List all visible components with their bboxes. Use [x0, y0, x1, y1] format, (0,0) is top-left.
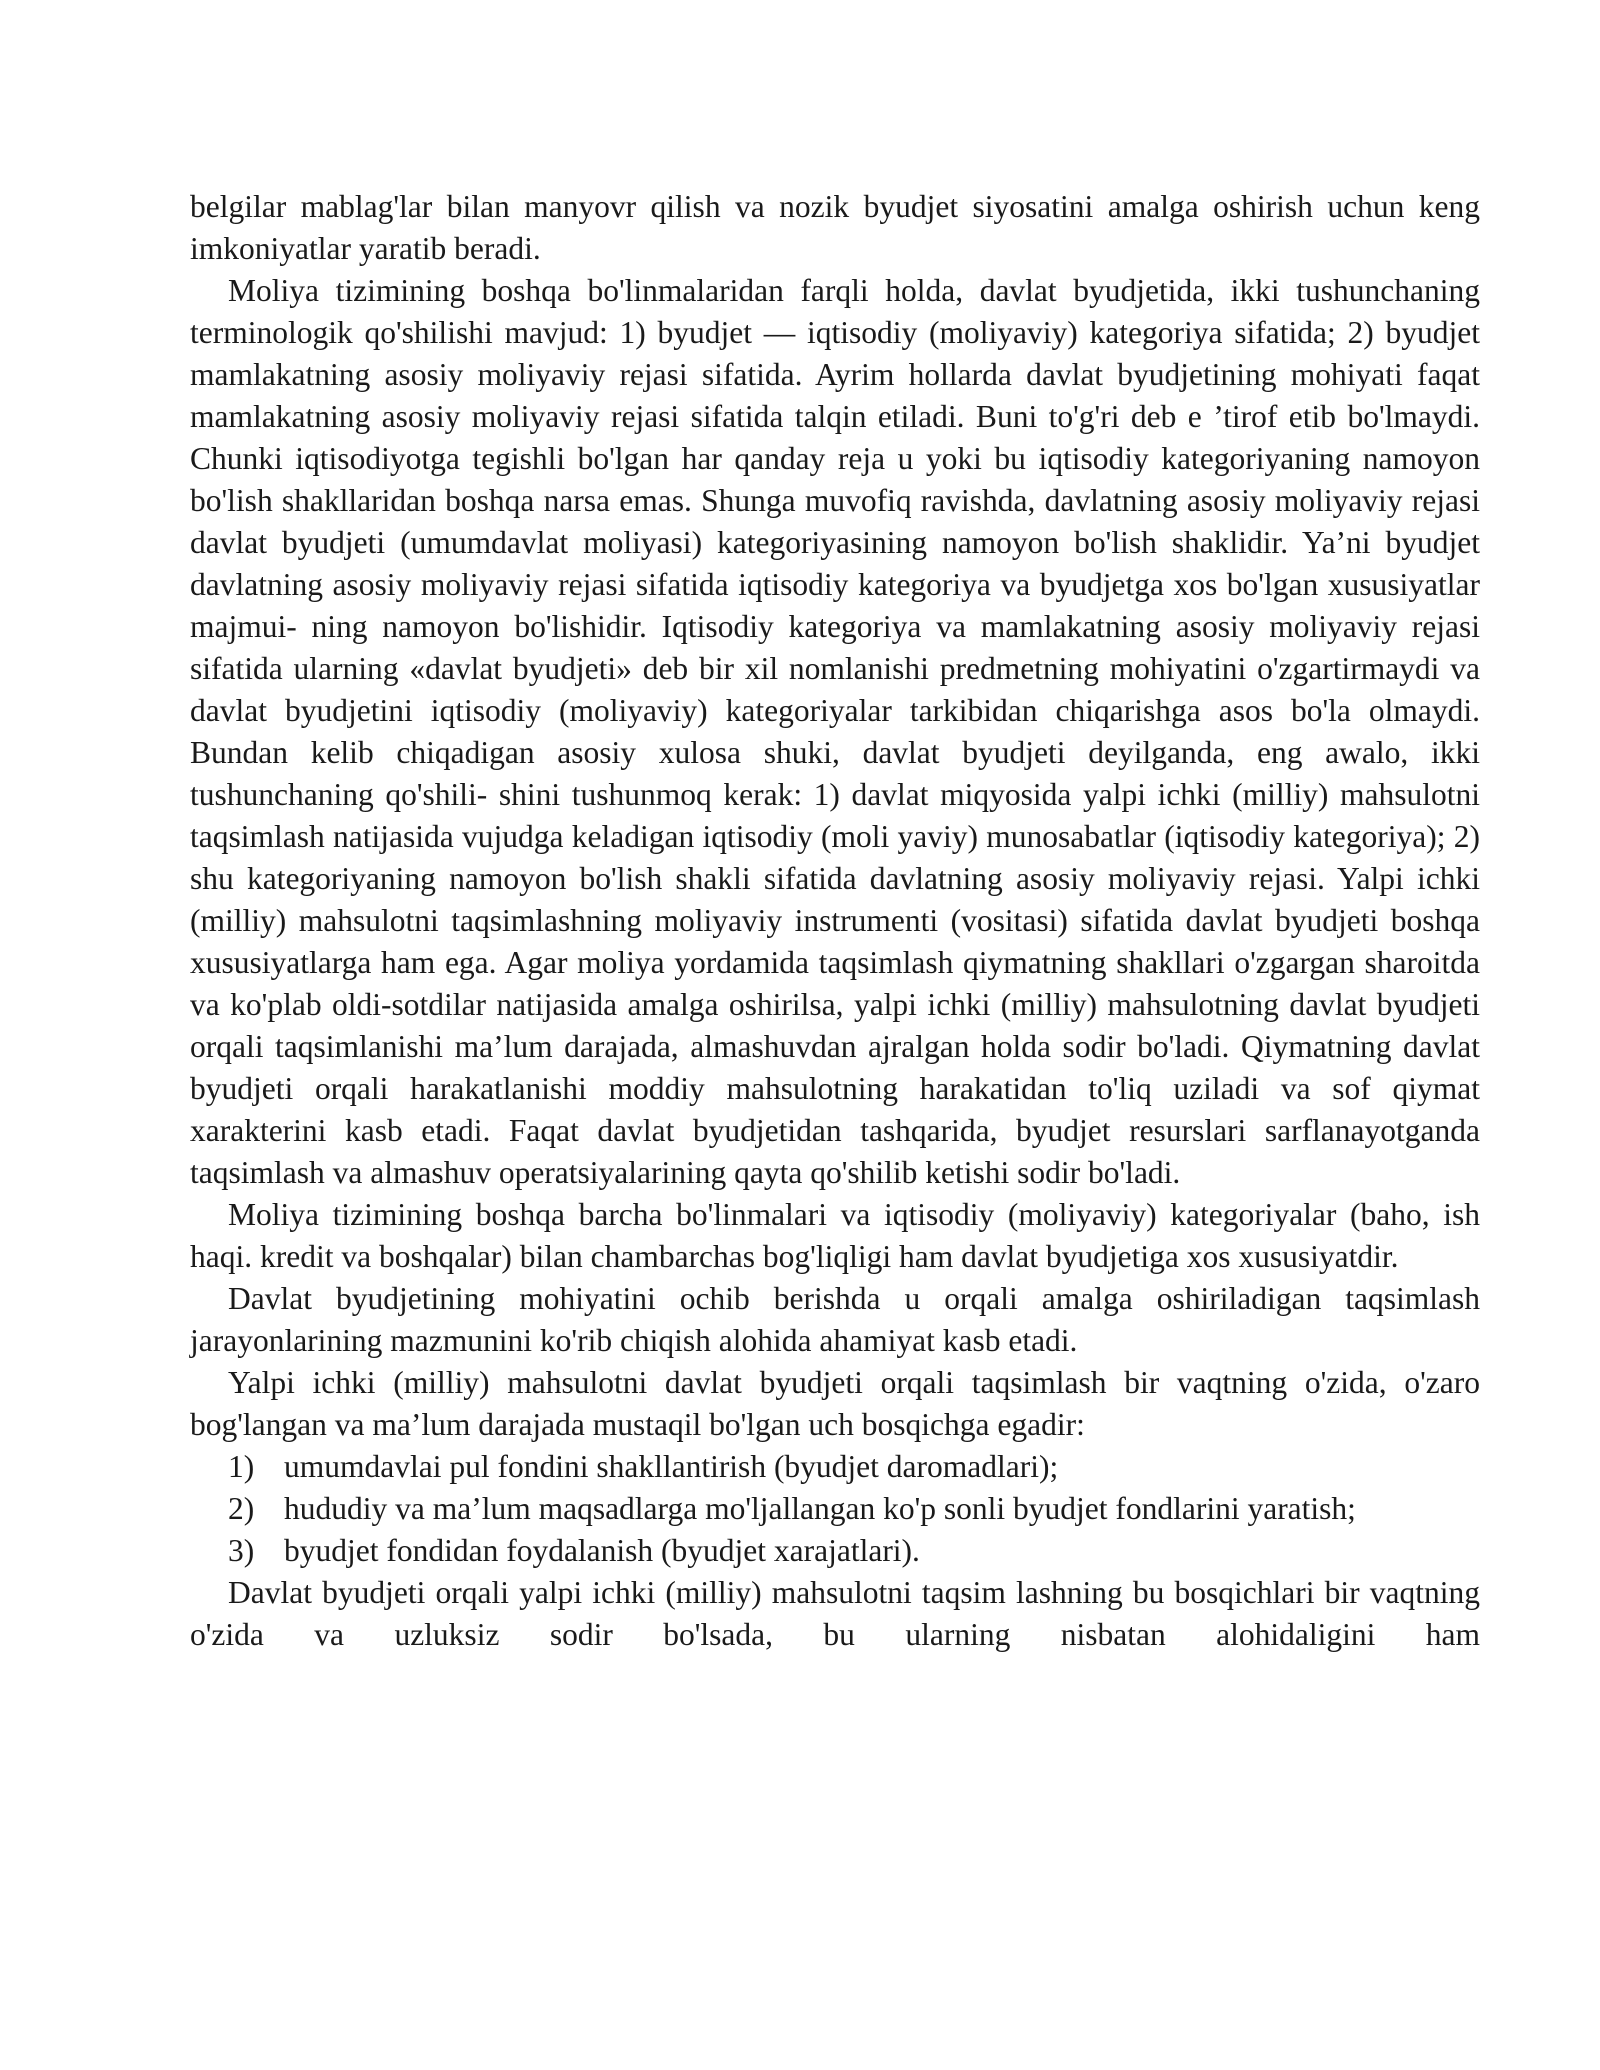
list-item-text: umumdavlai pul fondini shakllantirish (byudjet daromadlari); — [284, 1449, 1059, 1484]
paragraph: Yalpi ichki (milliy) mahsulotni davlat byudjeti orqali taqsimlash bir vaqtning o'zida, o'zaro bog'langan va ma’lum darajada mustaqil bo'lgan uch bosqichga egadir: — [190, 1365, 1480, 1442]
paragraph: Moliya tizimining boshqa barcha bo'linmalari va iqtisodiy (moliyaviy) kategoriyalar (baho, ish haqi. kredit va boshqalar) bilan chambarchas bog'liqligi ham davlat byudjetiga xos xususiyatdir. — [190, 1197, 1480, 1274]
paragraph: Davlat byudjetining mohiyatini ochib berishda u orqali amalga oshiriladigan taqsimlash jarayonlarining mazmunini ko'rib chiqish alohida ahamiyat kasb etadi. — [190, 1281, 1480, 1358]
list-item-text: byudjet fondidan foydalanish (byudjet xarajatlari). — [284, 1533, 920, 1568]
list-number: 3) — [228, 1533, 255, 1568]
document-page — [190, 186, 1480, 1656]
list-item — [190, 1530, 1480, 1572]
paragraph: Davlat byudjeti orqali yalpi ichki (milliy) mahsulotni taqsim lashning bu bosqichlari bir vaqtning o'zida va uzluksiz sodir bo'lsada, bu ularning nisbatan alohidaligini ham — [190, 1575, 1480, 1652]
list-number: 1) — [228, 1449, 255, 1484]
list-item-text: hududiy va ma’lum maqsadlarga mo'ljallangan ko'p sonli byudjet fondlarini yaratish; — [284, 1491, 1356, 1526]
list-item — [190, 1446, 1480, 1488]
list-item — [190, 1488, 1480, 1530]
list-number: 2) — [228, 1491, 255, 1526]
paragraph: belgilar mablag'lar bilan manyovr qilish va nozik byudjet siyosatini amalga oshirish uchun keng imkoniyatlar yaratib beradi. — [190, 189, 1480, 266]
paragraph: Moliya tizimining boshqa bo'linmalaridan farqli holda, davlat byudjetida, ikki tushunchaning terminologik qo'shilishi mavjud: 1) byudjet — iqtisodiy (moliyaviy) kategoriya sifatida; 2) byudjet mamlakatning asosiy moliyaviy rejasi sifatida. Ayrim hollarda davlat byudjetining mohiyati faqat mamlakatning asosiy moliyaviy rejasi sifatida talqin etiladi. Buni to'g'ri deb e ’tirof etib bo'lmaydi. Chunki iqtisodiyotga tegishli bo'lgan har qanday reja u yoki bu iqtisodiy kategoriyaning namoyon bo'lish shakllaridan boshqa narsa emas. Shunga muvofiq ravishda, davlatning asosiy moliyaviy rejasi davlat byudjeti (umumdavlat moliyasi) kategoriyasining namoyon bo'lish shaklidir. Ya’ni byudjet davlatning asosiy moliyaviy rejasi sifatida iqtisodiy kategoriya va byudjetga xos bo'lgan xususiyatlar majmui- ning namoyon bo'lishidir. Iqtisodiy kategoriya va mamlakatning asosiy moliyaviy rejasi sifatida ularning «davlat byudjeti» deb bir xil nomlanishi predmetning mohiyatini o'zgartirmaydi va davlat byudjetini iqtisodiy (moliyaviy) kategoriyalar tarkibidan chiqarishga asos bo'la olmaydi. Bundan kelib chiqadigan asosiy xulosa shuki, davlat byudjeti deyilganda, eng awalo, ikki tushunchaning qo'shili- shini tushunmoq kerak: 1) davlat miqyosida yalpi ichki (milliy) mahsulotni taqsimlash natijasida vujudga keladigan iqtisodiy (moli yaviy) munosabatlar (iqtisodiy kategoriya); 2) shu kategoriyaning namoyon bo'lish shakli sifatida davlatning asosiy moliyaviy rejasi. Yalpi ichki (milliy) mahsulotni taqsimlashning moliyaviy instrumenti (vositasi) sifatida davlat byudjeti boshqa xususiyatlarga ham ega. Agar moliya yordamida taqsimlash qiymatning shakllari o'zgargan sharoitda va ko'plab oldi-sotdilar natijasida amalga oshirilsa, yalpi ichki (milliy) mahsulotning davlat byudjeti orqali taqsimlanishi ma’lum darajada, almashuvdan ajralgan holda sodir bo'ladi. Qiymatning davlat byudjeti orqali harakatlanishi moddiy mahsulotning harakatidan to'liq uziladi va sof qiymat xarakterini kasb etadi. Faqat davlat byudjetidan tashqarida, byudjet resurslari sarflanayotganda taqsimlash va almashuv operatsiyalarining qayta qo'shilib ketishi sodir bo'ladi. — [190, 273, 1480, 1190]
